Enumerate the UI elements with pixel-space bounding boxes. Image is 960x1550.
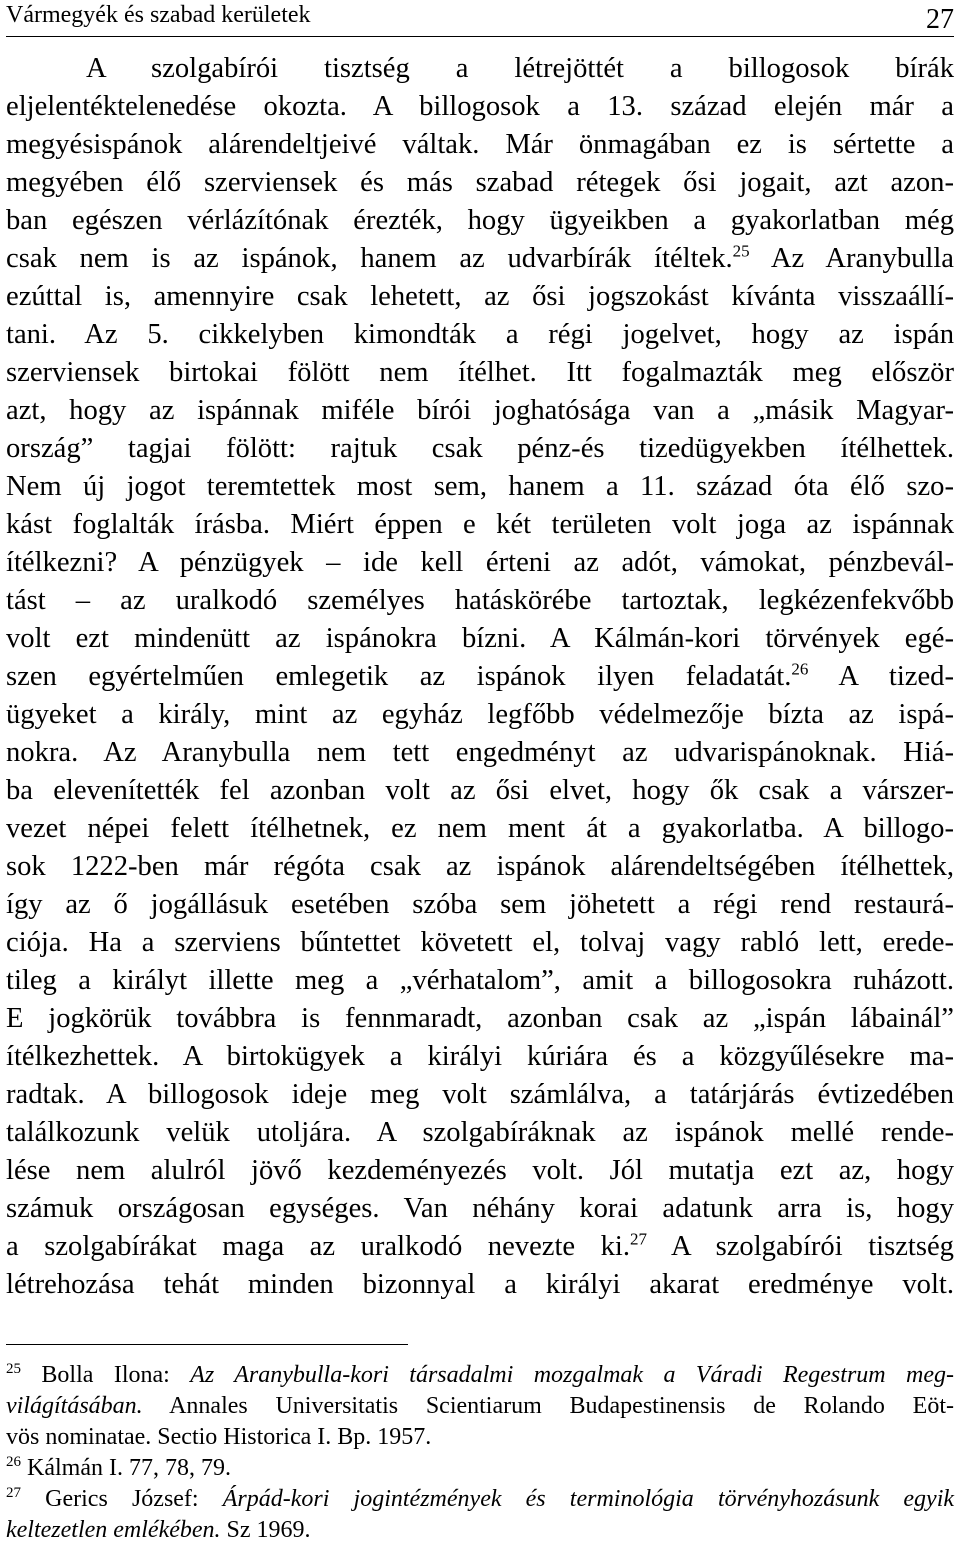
footnote-author: Gerics József:: [45, 1486, 199, 1512]
text-line: ügyeket a király, mint az egyház legfőbb védelmezője bízta az ispá-: [6, 699, 954, 730]
text-line: eljelentéktelenedése okozta. A billogosok a 13. század elején már a: [6, 91, 954, 122]
text-line: létrehozása tehát minden bizonnyal a királyi akarat eredménye volt.: [6, 1269, 954, 1300]
footnote-25-cont: vös nominatae. Sectio Historica I. Bp. 1957.: [6, 1424, 432, 1450]
footnote-divider: [6, 1344, 408, 1345]
text-line: radtak. A billogosok ideje meg volt számlálva, a tatárjárás évtizedében: [6, 1079, 954, 1110]
footnote-number: 25: [6, 1361, 21, 1377]
text-line: számuk országosan egységes. Van néhány korai adatunk arra is, hogy: [6, 1193, 954, 1224]
text-segment: szen egyértelműen emlegetik az ispánok ilyen feladatát.: [6, 661, 792, 692]
footnote-title: Árpád-kori jogintézmények és terminológia törvényhozásunk egyik: [222, 1486, 955, 1512]
footnote-number: 27: [6, 1485, 21, 1501]
text-line: ban egészen vérlázítónak érezték, hogy ügyeikben a gyakorlatban még: [6, 205, 954, 236]
text-line: [6, 1228, 954, 1266]
footnote-25: [6, 1360, 954, 1391]
footnote-title: Az Aranybulla-kori társadalmi mozgalmak a Váradi Regestrum meg-: [190, 1362, 955, 1388]
text-segment: Az Aranybulla: [770, 243, 955, 274]
footnote-27: [6, 1484, 954, 1515]
text-line: megyében élő szerviensek és más szabad rétegek ősi jogait, azt azon-: [6, 167, 954, 198]
text-segment: A tized-: [838, 661, 954, 692]
footnote-title: világításában.: [6, 1393, 143, 1419]
footnote-ref-27[interactable]: 27: [630, 1229, 648, 1249]
main-text: [6, 50, 954, 1304]
text-segment: a szolgabírákat maga az uralkodó nevezte ki.: [6, 1231, 631, 1262]
text-line: szerviensek birtokai fölött nem ítélhet. Itt fogalmazták meg először: [6, 357, 954, 388]
footnote-title: keltezetlen emlékében.: [6, 1517, 221, 1543]
text-line: ba elevenítették fel azonban volt az ősi elvet, hogy ők csak a várszer-: [6, 775, 954, 806]
text-line: ország” tagjai fölött: rajtuk csak pénz-és tizedügyekben ítélhettek.: [6, 433, 954, 464]
text-line: volt ezt mindenütt az ispánokra bízni. A Kálmán-kori törvények egé-: [6, 623, 954, 654]
text-line: A szolgabírói tisztség a létrejöttét a billogosok bírák: [86, 53, 954, 84]
text-line: találkozunk velük utoljára. A szolgabíráknak az ispánok mellé rende-: [6, 1117, 954, 1148]
text-line: ezúttal is, amennyire csak lehetett, az ősi jogszokást kívánta visszaállí-: [6, 281, 954, 312]
text-line: [6, 658, 954, 696]
text-line: megyésispánok alárendeltjeivé váltak. Már önmagában ez is sértette a: [6, 129, 954, 160]
text-segment: csak nem is az ispánok, hanem az udvarbírák ítéltek.: [6, 243, 733, 274]
text-line: ítélkezni? A pénzügyek – ide kell érteni az adót, vámokat, pénzbevál-: [6, 547, 954, 578]
text-line: azt, hogy az ispánnak miféle bírói joghatósága van a „másik Magyar-: [6, 395, 954, 426]
text-line: ítélkezhettek. A birtokügyek a királyi kúriára és a közgyűlésekre ma-: [6, 1041, 954, 1072]
text-line: [6, 240, 954, 278]
footnote-25-cont: [6, 1391, 954, 1422]
text-line: tileg a királyt illette meg a „vérhatalom”, amit a billogosokra ruházott.: [6, 965, 954, 996]
footnote-author: Bolla Ilona:: [41, 1362, 170, 1388]
footnote-number: 26: [6, 1454, 21, 1470]
footnote-ref-26[interactable]: 26: [791, 659, 809, 679]
footnote-source: Annales Universitatis Scientiarum Budapestinensis de Rolando Eöt-: [169, 1393, 954, 1419]
footnote-source: Sz 1969.: [226, 1517, 311, 1543]
footnotes: [6, 1360, 954, 1546]
footnote-text: Kálmán I. 77, 78, 79.: [27, 1455, 231, 1481]
text-line: kást foglalták írásba. Miért éppen e két területen volt joga az ispánnak: [6, 509, 954, 540]
running-header: [6, 0, 954, 37]
text-line: lése nem alulról jövő kezdeményezés volt. Jól mutatja ezt az, hogy: [6, 1155, 954, 1186]
text-line: tani. Az 5. cikkelyben kimondták a régi jogelvet, hogy az ispán: [6, 319, 954, 350]
footnote-26: [6, 1453, 954, 1484]
page-number: 27: [926, 4, 954, 35]
text-line: sok 1222-ben már régóta csak az ispánok alárendeltségében ítélhettek,: [6, 851, 954, 882]
text-line: Nem új jogot teremtettek most sem, hanem a 11. század óta élő szo-: [6, 471, 954, 502]
text-line: vezet népei felett ítélhetnek, ez nem ment át a gyakorlatba. A billogo-: [6, 813, 954, 844]
text-line: tást – az uralkodó személyes hatáskörébe tartoztak, legkézenfekvőbb: [6, 585, 954, 616]
footnote-27-cont: [6, 1515, 954, 1546]
text-line: így az ő jogállásuk esetében szóba sem jöhetett a régi rend restaurá-: [6, 889, 954, 920]
text-line: E jogkörük továbbra is fennmaradt, azonban csak az „ispán lábainál”: [6, 1003, 954, 1034]
text-line: ciója. Ha a szerviens bűntettet követett el, tolvaj vagy rabló lett, erede-: [6, 927, 954, 958]
text-line: nokra. Az Aranybulla nem tett engedményt az udvarispánoknak. Hiá-: [6, 737, 954, 768]
footnote-ref-25[interactable]: 25: [732, 241, 750, 261]
text-segment: A szolgabírói tisztség: [671, 1231, 954, 1262]
running-header-title: Vármegyék és szabad kerületek: [6, 2, 311, 28]
